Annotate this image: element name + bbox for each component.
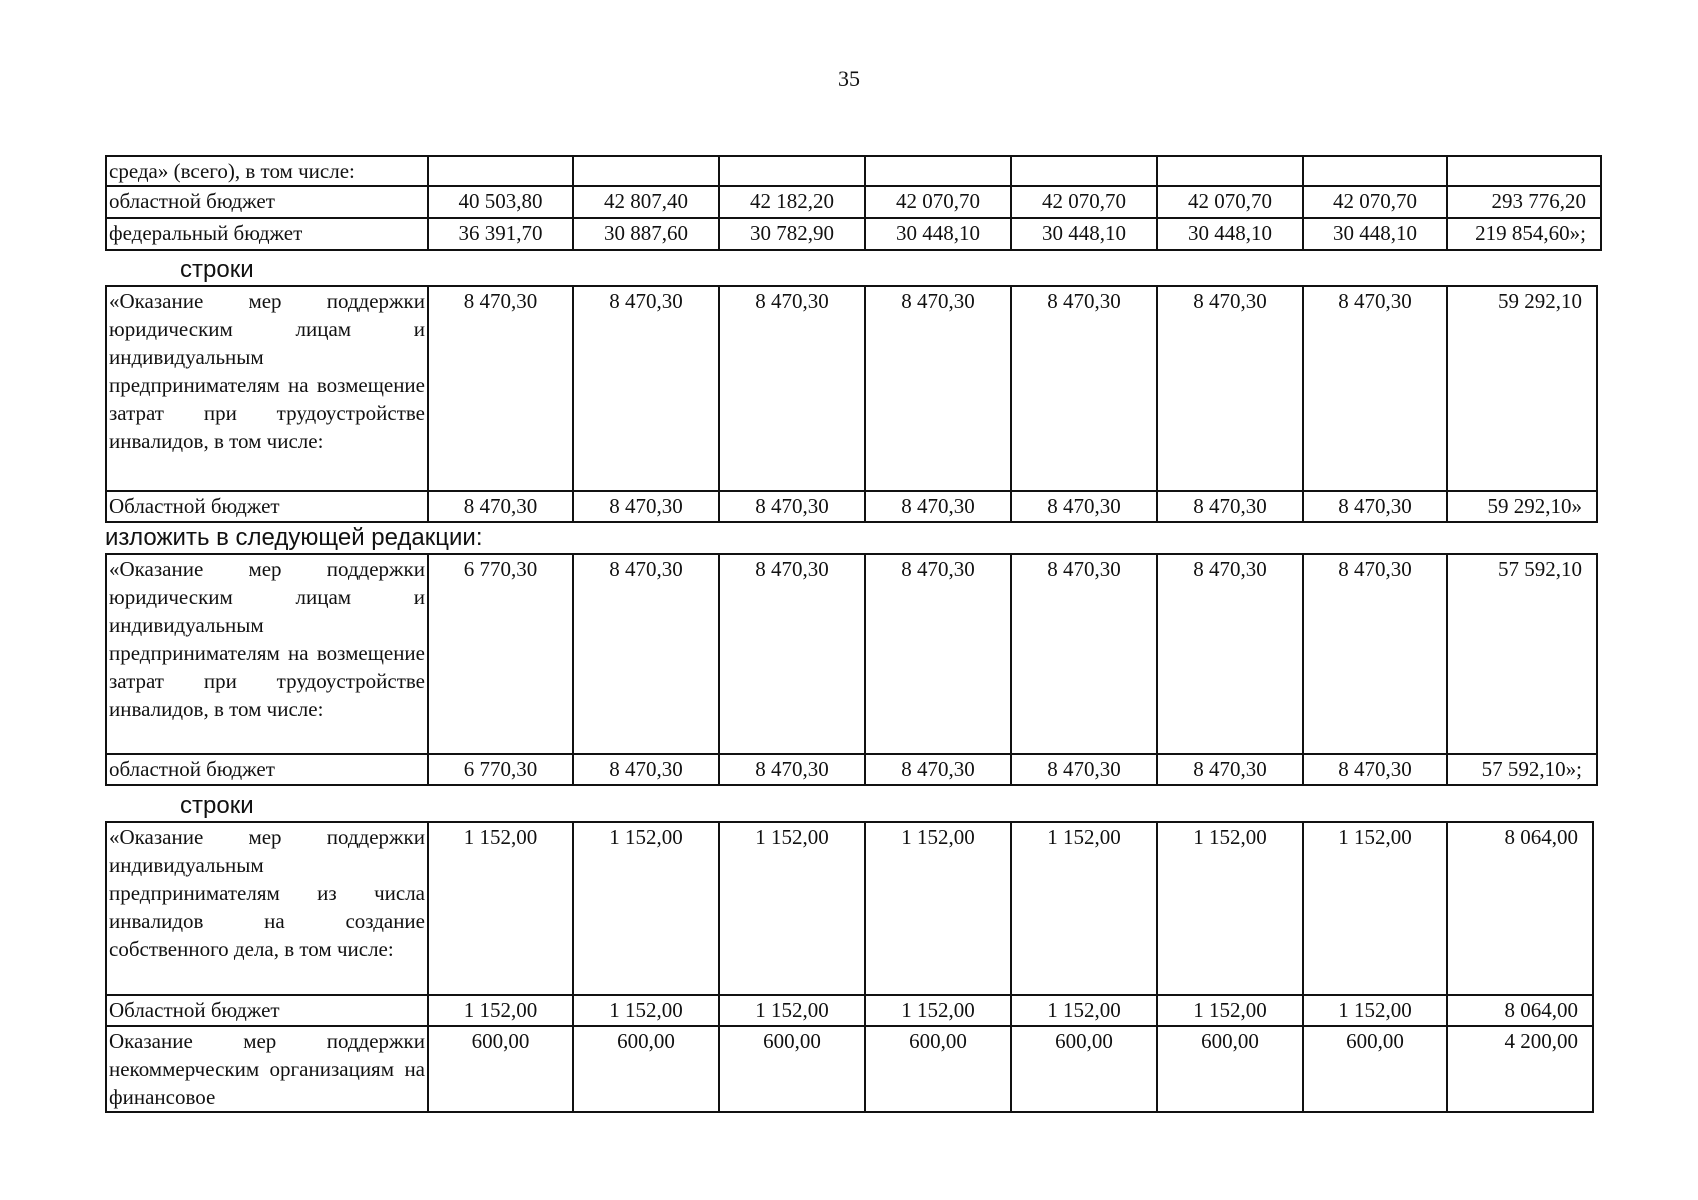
cell-value: 8 470,30 bbox=[1011, 554, 1157, 754]
cell-value: 8 470,30 bbox=[1303, 554, 1447, 754]
cell-value: 1 152,00 bbox=[865, 995, 1011, 1026]
row-label: Областной бюджет bbox=[106, 491, 428, 522]
cell-value: 59 292,10 bbox=[1447, 286, 1597, 491]
cell-value bbox=[1303, 156, 1447, 186]
cell-value: 1 152,00 bbox=[719, 995, 865, 1026]
table-row bbox=[106, 491, 1597, 522]
cell-value: 600,00 bbox=[1303, 1026, 1447, 1112]
cell-value: 42 182,20 bbox=[719, 186, 865, 218]
cell-value: 8 470,30 bbox=[865, 491, 1011, 522]
cell-value: 8 470,30 bbox=[719, 754, 865, 785]
table-row bbox=[106, 554, 1597, 754]
cell-value: 42 070,70 bbox=[865, 186, 1011, 218]
cell-value bbox=[1447, 156, 1601, 186]
row-label: среда» (всего), в том числе: bbox=[106, 156, 428, 186]
cell-value: 1 152,00 bbox=[1157, 995, 1303, 1026]
cell-value: 6 770,30 bbox=[428, 554, 573, 754]
cell-value bbox=[1011, 156, 1157, 186]
cell-value: 8 470,30 bbox=[1157, 554, 1303, 754]
cell-value: 1 152,00 bbox=[1303, 822, 1447, 995]
table-row bbox=[106, 186, 1601, 218]
cell-value bbox=[428, 156, 573, 186]
table-top bbox=[105, 155, 1602, 251]
row-label: федеральный бюджет bbox=[106, 218, 428, 250]
cell-value: 8 470,30 bbox=[428, 491, 573, 522]
cell-value: 600,00 bbox=[1011, 1026, 1157, 1112]
cell-value: 1 152,00 bbox=[428, 822, 573, 995]
cell-value: 30 448,10 bbox=[1303, 218, 1447, 250]
cell-value: 42 070,70 bbox=[1303, 186, 1447, 218]
table-new bbox=[105, 553, 1598, 786]
cell-value: 1 152,00 bbox=[428, 995, 573, 1026]
row-label: Областной бюджет bbox=[106, 995, 428, 1026]
cell-value: 8 470,30 bbox=[865, 286, 1011, 491]
cell-value: 8 470,30 bbox=[865, 754, 1011, 785]
table-row bbox=[106, 286, 1597, 491]
table-row bbox=[106, 1026, 1593, 1112]
cell-value: 36 391,70 bbox=[428, 218, 573, 250]
caption-izlozhit: изложить в следующей редакции: bbox=[105, 524, 483, 551]
cell-value: 40 503,80 bbox=[428, 186, 573, 218]
cell-value: 8 470,30 bbox=[1303, 754, 1447, 785]
cell-value: 1 152,00 bbox=[1011, 822, 1157, 995]
cell-value: 293 776,20 bbox=[1447, 186, 1601, 218]
cell-value: 600,00 bbox=[865, 1026, 1011, 1112]
table-old bbox=[105, 285, 1598, 523]
cell-value: 30 782,90 bbox=[719, 218, 865, 250]
cell-value: 4 200,00 bbox=[1447, 1026, 1593, 1112]
caption-stroki: строки bbox=[180, 256, 254, 283]
cell-value: 30 448,10 bbox=[1011, 218, 1157, 250]
cell-value: 8 470,30 bbox=[1011, 754, 1157, 785]
cell-value: 8 470,30 bbox=[573, 286, 719, 491]
cell-value: 219 854,60»; bbox=[1447, 218, 1601, 250]
cell-value: 8 470,30 bbox=[573, 754, 719, 785]
cell-value: 8 470,30 bbox=[573, 554, 719, 754]
row-label: «Оказание мер поддержки юридическим лицам и индивидуальным предпринимателям на возмещение затрат при трудоустройстве инвалидов, в том числе: bbox=[106, 286, 428, 491]
cell-value: 6 770,30 bbox=[428, 754, 573, 785]
cell-value: 1 152,00 bbox=[1303, 995, 1447, 1026]
cell-value: 30 887,60 bbox=[573, 218, 719, 250]
cell-value: 600,00 bbox=[719, 1026, 865, 1112]
cell-value: 42 070,70 bbox=[1157, 186, 1303, 218]
cell-value: 8 470,30 bbox=[428, 286, 573, 491]
cell-value bbox=[865, 156, 1011, 186]
cell-value: 42 070,70 bbox=[1011, 186, 1157, 218]
cell-value: 8 470,30 bbox=[1157, 286, 1303, 491]
row-label: областной бюджет bbox=[106, 186, 428, 218]
table-row bbox=[106, 156, 1601, 186]
cell-value: 1 152,00 bbox=[719, 822, 865, 995]
cell-value: 1 152,00 bbox=[865, 822, 1011, 995]
cell-value: 8 470,30 bbox=[1303, 491, 1447, 522]
caption-stroki: строки bbox=[180, 792, 254, 819]
cell-value: 8 470,30 bbox=[1303, 286, 1447, 491]
row-label: областной бюджет bbox=[106, 754, 428, 785]
cell-value: 8 470,30 bbox=[719, 554, 865, 754]
table-row bbox=[106, 822, 1593, 995]
cell-value: 8 470,30 bbox=[865, 554, 1011, 754]
cell-value: 57 592,10»; bbox=[1447, 754, 1597, 785]
cell-value: 57 592,10 bbox=[1447, 554, 1597, 754]
cell-value: 8 470,30 bbox=[1157, 491, 1303, 522]
cell-value: 8 064,00 bbox=[1447, 822, 1593, 995]
cell-value: 42 807,40 bbox=[573, 186, 719, 218]
cell-value: 1 152,00 bbox=[573, 995, 719, 1026]
cell-value: 8 470,30 bbox=[719, 286, 865, 491]
cell-value: 8 470,30 bbox=[1011, 286, 1157, 491]
cell-value: 8 470,30 bbox=[1157, 754, 1303, 785]
row-label: «Оказание мер поддержки юридическим лицам и индивидуальным предпринимателям на возмещение затрат при трудоустройстве инвалидов, в том числе: bbox=[106, 554, 428, 754]
cell-value: 600,00 bbox=[428, 1026, 573, 1112]
cell-value: 8 470,30 bbox=[719, 491, 865, 522]
cell-value: 1 152,00 bbox=[1157, 822, 1303, 995]
cell-value: 59 292,10» bbox=[1447, 491, 1597, 522]
cell-value bbox=[1157, 156, 1303, 186]
cell-value: 8 064,00 bbox=[1447, 995, 1593, 1026]
cell-value: 600,00 bbox=[573, 1026, 719, 1112]
cell-value: 30 448,10 bbox=[1157, 218, 1303, 250]
cell-value bbox=[573, 156, 719, 186]
table-row bbox=[106, 754, 1597, 785]
page-number: 35 bbox=[838, 66, 860, 91]
cell-value: 30 448,10 bbox=[865, 218, 1011, 250]
cell-value: 8 470,30 bbox=[1011, 491, 1157, 522]
row-label: «Оказание мер поддержки индивидуальным предпринимателям из числа инвалидов на создание собственного дела, в том числе: bbox=[106, 822, 428, 995]
cell-value: 1 152,00 bbox=[1011, 995, 1157, 1026]
row-label: Оказание мер поддержки некоммерческим организациям на финансовое bbox=[106, 1026, 428, 1112]
cell-value bbox=[719, 156, 865, 186]
cell-value: 600,00 bbox=[1157, 1026, 1303, 1112]
table-row bbox=[106, 218, 1601, 250]
cell-value: 8 470,30 bbox=[573, 491, 719, 522]
table-row bbox=[106, 995, 1593, 1026]
table-bottom bbox=[105, 821, 1594, 1113]
cell-value: 1 152,00 bbox=[573, 822, 719, 995]
